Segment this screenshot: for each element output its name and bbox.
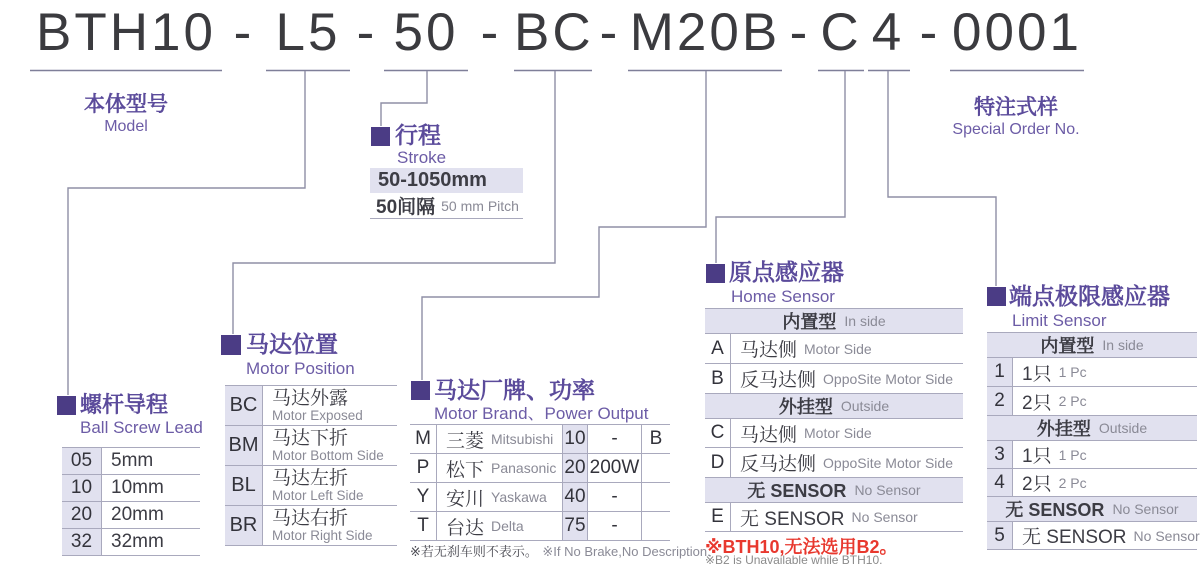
model-code-dash: - bbox=[789, 3, 811, 62]
position-code: BC bbox=[225, 386, 263, 425]
sensor-cn: 1只 bbox=[1022, 446, 1052, 467]
power-value: - bbox=[587, 425, 642, 453]
position-cn: 马达左折 bbox=[272, 467, 349, 489]
sensor-header-en: Outside bbox=[840, 398, 890, 414]
sensor-en: 1 Pc bbox=[1058, 446, 1087, 463]
brand-cn: 三菱 bbox=[446, 430, 485, 452]
lead-code: 32 bbox=[62, 529, 102, 555]
table-row bbox=[62, 475, 200, 502]
motor-brand-title-en: Motor Brand、Power Output bbox=[434, 404, 649, 423]
special-order-label bbox=[930, 95, 1102, 139]
bullet-square-icon bbox=[57, 396, 76, 415]
motor-position-title-en: Motor Position bbox=[246, 359, 355, 378]
model-label bbox=[40, 92, 212, 136]
home-sensor-table bbox=[705, 308, 963, 532]
brand-code: P bbox=[410, 454, 437, 482]
brand-en: Panasonic bbox=[491, 460, 557, 476]
sensor-header-cn: 外挂型 bbox=[1036, 419, 1091, 439]
table-row bbox=[987, 387, 1197, 416]
brand-en: Mitsubishi bbox=[491, 431, 554, 447]
position-cn: 马达右折 bbox=[272, 507, 349, 529]
table-header-row bbox=[987, 497, 1197, 522]
sensor-header-en: Outside bbox=[1098, 420, 1148, 436]
power-value: 200W bbox=[587, 454, 642, 482]
table-row bbox=[225, 466, 397, 506]
sensor-en: Motor Side bbox=[804, 340, 872, 357]
motor-brand-table bbox=[410, 424, 670, 541]
power-value: - bbox=[587, 512, 642, 540]
position-en: Motor Bottom Side bbox=[272, 447, 384, 463]
brand-code: T bbox=[410, 512, 437, 540]
model-code-segment-lead: L5 bbox=[275, 3, 341, 62]
brake-code bbox=[642, 512, 670, 540]
home-sensor-note-red: ※BTH10,无法选用B2。 bbox=[705, 537, 898, 557]
lead-code: 05 bbox=[62, 448, 102, 474]
power-code: 40 bbox=[562, 483, 587, 511]
bullet-square-icon bbox=[411, 381, 430, 400]
table-row bbox=[987, 358, 1197, 387]
limit-sensor-title-cn: 端点极限感应器 bbox=[1009, 283, 1170, 309]
bullet-square-icon bbox=[371, 127, 390, 146]
lead-value: 32mm bbox=[111, 531, 164, 552]
bullet-square-icon bbox=[221, 335, 241, 355]
brand-cn: 台达 bbox=[446, 517, 485, 539]
table-row bbox=[987, 469, 1197, 497]
model-code-segment-motor-brand: M20B bbox=[629, 3, 781, 62]
table-row bbox=[62, 448, 200, 475]
brand-code: Y bbox=[410, 483, 437, 511]
model-code-segment-special-no: 0001 bbox=[952, 3, 1082, 62]
power-code: 10 bbox=[562, 425, 587, 453]
position-cn: 马达下折 bbox=[272, 427, 349, 449]
sensor-cn: 无 SENSOR bbox=[740, 508, 845, 530]
sensor-header-cn: 外挂型 bbox=[778, 397, 833, 417]
home-sensor-title-en: Home Sensor bbox=[731, 287, 835, 306]
sensor-header-en: In side bbox=[844, 313, 886, 329]
model-code-segment-home-sensor: C bbox=[820, 3, 862, 62]
sensor-code: 3 bbox=[987, 441, 1013, 468]
lead-code: 10 bbox=[62, 475, 102, 501]
sensor-header-cn: 无 SENSOR bbox=[1005, 500, 1105, 520]
sensor-en: No Sensor bbox=[851, 509, 918, 525]
special-order-label-cn: 特注式样 bbox=[974, 96, 1058, 119]
model-code-dash: - bbox=[356, 3, 378, 62]
sensor-header-cn: 内置型 bbox=[782, 312, 837, 332]
sensor-cn: 1只 bbox=[1022, 363, 1052, 385]
table-row bbox=[225, 386, 397, 426]
position-en: Motor Right Side bbox=[272, 527, 373, 543]
stroke-pitch-cn: 50间隔 bbox=[376, 197, 436, 218]
table-row bbox=[987, 441, 1197, 469]
brand-cn: 松下 bbox=[446, 459, 485, 481]
table-header-row bbox=[987, 416, 1197, 441]
sensor-code: A bbox=[705, 334, 731, 363]
table-row bbox=[410, 425, 670, 454]
table-row bbox=[705, 503, 963, 532]
home-sensor-note-gray: ※B2 is Unavailable while BTH10. bbox=[705, 553, 883, 565]
lead-code: 20 bbox=[62, 502, 102, 528]
table-row bbox=[705, 364, 963, 394]
position-cn: 马达外露 bbox=[272, 387, 349, 409]
table-row bbox=[62, 502, 200, 529]
sensor-en: Motor Side bbox=[804, 425, 872, 441]
brake-code bbox=[642, 454, 670, 482]
table-header-row bbox=[705, 394, 963, 419]
sensor-en: OppoSite Motor Side bbox=[823, 370, 953, 387]
bullet-square-icon bbox=[987, 287, 1006, 306]
table-row bbox=[705, 448, 963, 478]
ball-screw-lead-table bbox=[62, 447, 200, 556]
stroke-title-cn: 行程 bbox=[395, 122, 441, 148]
sensor-header-cn: 无 SENSOR bbox=[747, 481, 847, 501]
table-row bbox=[225, 506, 397, 546]
ball-screw-lead-title-cn: 螺杆导程 bbox=[80, 392, 169, 417]
model-code-segment-motor-pos: BC bbox=[514, 3, 594, 62]
position-code: BM bbox=[225, 426, 263, 465]
model-code-dash: - bbox=[919, 3, 941, 62]
motor-brand-title-cn: 马达厂牌、功率 bbox=[434, 377, 595, 403]
sensor-en: No Sensor bbox=[1133, 527, 1200, 544]
limit-sensor-table bbox=[987, 332, 1200, 550]
model-code-dash: - bbox=[599, 3, 621, 62]
table-row bbox=[410, 483, 670, 512]
table-header-row bbox=[705, 478, 963, 503]
table-header-row bbox=[705, 309, 963, 334]
sensor-cn: 马达侧 bbox=[740, 424, 798, 446]
brake-code: B bbox=[649, 428, 663, 449]
sensor-cn: 反马达侧 bbox=[740, 454, 817, 475]
model-code-segment-limit-sensor: 4 bbox=[871, 3, 905, 62]
sensor-cn: 2只 bbox=[1022, 392, 1052, 414]
position-en: Motor Exposed bbox=[272, 407, 363, 423]
model-label-cn: 本体型号 bbox=[84, 93, 168, 116]
power-code: 75 bbox=[562, 512, 587, 540]
table-row bbox=[705, 334, 963, 364]
sensor-en: 2 Pc bbox=[1058, 474, 1087, 491]
model-code-segment-body: BTH10 bbox=[36, 3, 216, 62]
motor-position-title-cn: 马达位置 bbox=[246, 331, 338, 357]
sensor-header-en: No Sensor bbox=[1112, 501, 1179, 517]
sensor-cn: 反马达侧 bbox=[740, 370, 817, 391]
table-row bbox=[410, 512, 670, 541]
model-code-dash: - bbox=[233, 3, 255, 62]
sensor-cn: 无 SENSOR bbox=[1022, 527, 1127, 548]
sensor-code: 4 bbox=[987, 469, 1013, 496]
brand-en: Delta bbox=[491, 518, 524, 534]
power-value: - bbox=[587, 483, 642, 511]
sensor-code: 1 bbox=[987, 358, 1013, 386]
motor-brand-note-en: ※If No Brake,No Description. bbox=[542, 544, 711, 559]
stroke-pitch-en: 50 mm Pitch bbox=[441, 197, 519, 214]
table-row bbox=[225, 426, 397, 466]
brand-code: M bbox=[410, 425, 437, 453]
sensor-header-en: No Sensor bbox=[854, 482, 921, 498]
sensor-code: E bbox=[705, 503, 731, 531]
sensor-code: B bbox=[705, 364, 731, 393]
table-header-row bbox=[987, 333, 1197, 358]
bullet-square-icon bbox=[706, 264, 725, 283]
limit-sensor-title-en: Limit Sensor bbox=[1012, 311, 1107, 330]
ball-screw-lead-title-en: Ball Screw Lead bbox=[80, 418, 203, 437]
sensor-header-en: In side bbox=[1102, 337, 1144, 353]
lead-value: 10mm bbox=[111, 477, 164, 498]
motor-brand-note-cn: ※若无刹车则不表示。 bbox=[410, 544, 538, 559]
sensor-cn: 马达侧 bbox=[740, 340, 798, 361]
sensor-header-cn: 内置型 bbox=[1040, 336, 1095, 356]
lead-value: 20mm bbox=[111, 504, 164, 525]
table-row bbox=[62, 529, 200, 556]
table-row bbox=[705, 419, 963, 448]
model-label-en: Model bbox=[104, 118, 148, 135]
position-en: Motor Left Side bbox=[272, 487, 364, 503]
position-code: BR bbox=[225, 506, 263, 545]
table-row bbox=[410, 454, 670, 483]
sensor-en: OppoSite Motor Side bbox=[823, 454, 953, 471]
motor-brand-note bbox=[410, 541, 711, 561]
sensor-code: D bbox=[705, 448, 731, 477]
power-code: 20 bbox=[562, 454, 587, 482]
position-code: BL bbox=[225, 466, 263, 505]
sensor-cn: 2只 bbox=[1022, 474, 1052, 495]
sensor-code: 5 bbox=[987, 522, 1013, 549]
sensor-code: C bbox=[705, 419, 731, 447]
model-code-segment-stroke: 50 bbox=[393, 3, 459, 62]
stroke-range-value: 50-1050mm bbox=[370, 168, 523, 193]
stroke-pitch-row bbox=[370, 193, 523, 219]
brake-code bbox=[642, 483, 670, 511]
motor-position-table bbox=[225, 385, 397, 546]
lead-value: 5mm bbox=[111, 450, 154, 471]
table-row bbox=[987, 522, 1200, 550]
special-order-label-en: Special Order No. bbox=[952, 121, 1080, 138]
sensor-code: 2 bbox=[987, 387, 1013, 415]
brand-en: Yaskawa bbox=[491, 489, 547, 505]
home-sensor-title-cn: 原点感应器 bbox=[729, 259, 844, 285]
model-code-dash: - bbox=[480, 3, 502, 62]
stroke-title-en: Stroke bbox=[397, 148, 447, 167]
sensor-en: 1 Pc bbox=[1058, 364, 1087, 380]
brand-cn: 安川 bbox=[446, 488, 485, 510]
sensor-en: 2 Pc bbox=[1058, 393, 1087, 409]
